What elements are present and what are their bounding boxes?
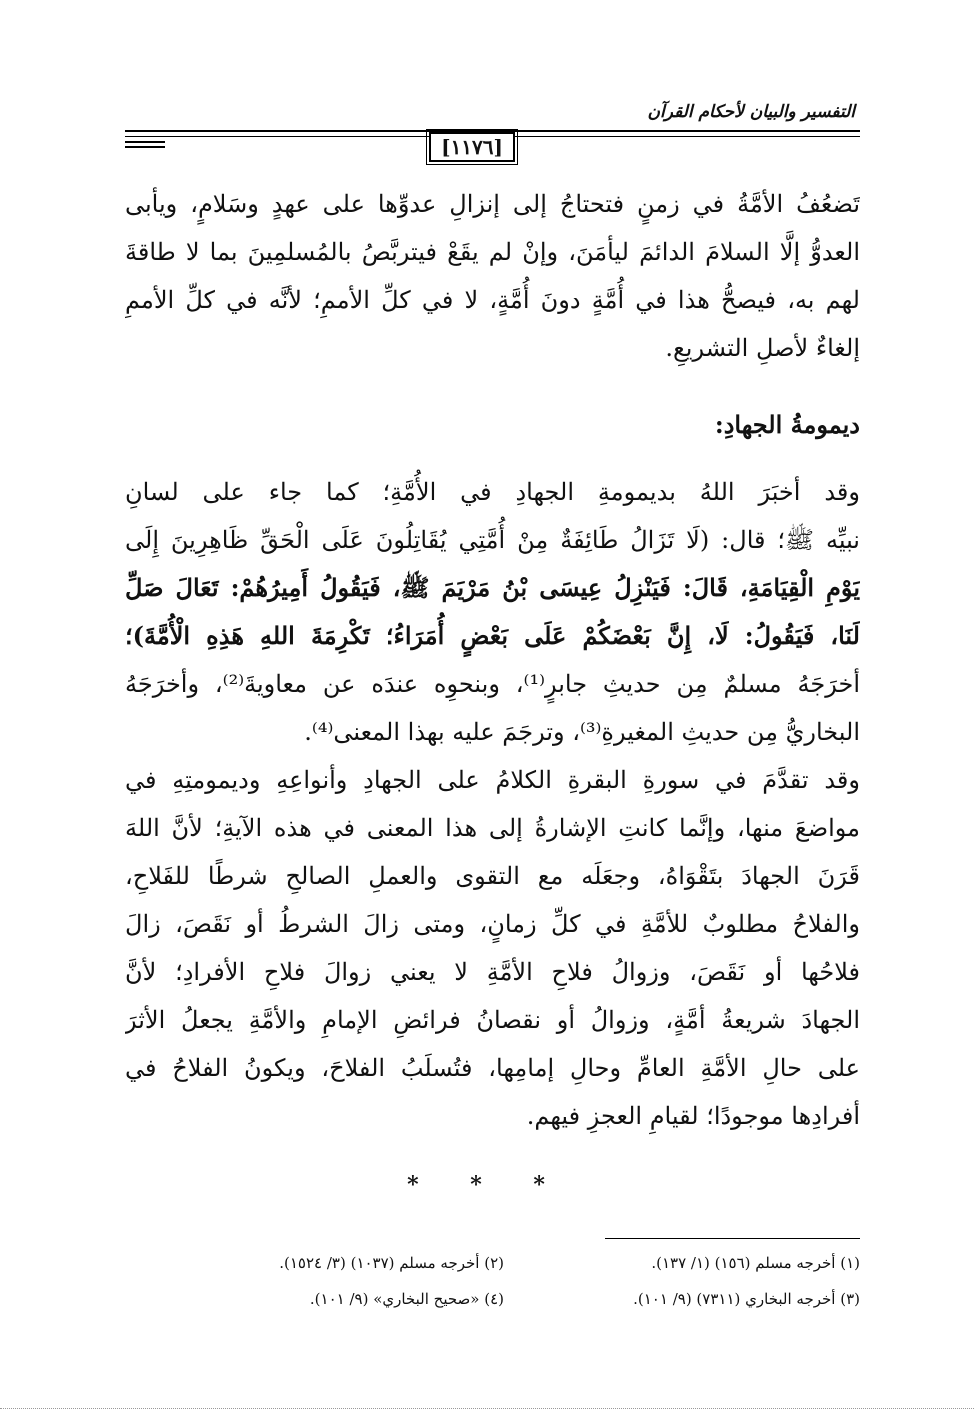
footnote-2: (٢) أخرجه مسلم (١٠٣٧) (٣/ ١٥٢٤).: [279, 1254, 504, 1272]
footnote-4: (٤) «صحيح البخاري» (٩/ ١٠١).: [309, 1290, 504, 1308]
text-line: على حالِ الأمَّةِ العامِّ وحالِ إمامِها، فتُسلَبُ الفلاحَ، ويكونُ الفلاحُ في: [125, 1054, 860, 1082]
text-line: لهم به، فيصحُّ هذا في أُمَّةٍ دونَ أُمَّةٍ، لا في كلِّ الأممِ؛ لأنَّه في كلِّ الأممِ: [125, 286, 860, 314]
text-line: قَرَنَ الجهادَ بتَقْوَاهُ، وجعَلَه مع التقوى والعملِ الصالحِ شرطًا للفَلاحِ،: [125, 862, 860, 890]
section-separator: * * *: [407, 1172, 567, 1198]
footnote-rule: [605, 1238, 860, 1239]
page-number: [١١٧٦]: [429, 132, 515, 162]
page-header: [125, 90, 860, 160]
header-rule-left-2: [125, 146, 165, 148]
text-line: أخرَجَهُ مسلمٌ مِن حديثِ جابرٍ⁽¹⁾، وبنحوِه عندَه عن معاويةَ⁽²⁾، وأخرَجَهُ: [125, 670, 860, 698]
text-line: فلاحُها أو نَقَصَ، وزوالُ فلاحِ الأمَّةِ لا يعني زوالَ فلاحِ الأفرادِ؛ لأنَّ: [125, 958, 860, 986]
header-rule-left: [125, 141, 165, 143]
text-line: والفلاحُ مطلوبٌ للأمَّةِ في كلِّ زمانٍ، ومتى زالَ الشرطُ أو نَقَصَ، زالَ: [125, 910, 860, 938]
hadith-line: لَنَا، فَيَقُولُ: لَا، إِنَّ بَعْضَكُمْ عَلَى بَعْضٍ أُمَرَاءُ؛ تَكْرِمَةَ اللهِ هَذِهِ الْأُمَّةَ)؛: [125, 621, 860, 650]
text-line: تَضعُفُ الأمَّةُ في زمنٍ فتحتاجُ إلى إنزالِ عدوِّها على عهدٍ وسَلامٍ، ويأبى: [125, 190, 860, 218]
footnote-1: (١) أخرجه مسلم (١٥٦) (١/ ١٣٧).: [651, 1254, 860, 1272]
hadith-line: نبيِّه ﷺ؛ قال: (لَا تَزَالُ طَائِفَةٌ مِنْ أُمَّتِي يُقَاتِلُونَ عَلَى الْحَقِّ ظَاهِرِينَ إِلَى: [125, 526, 860, 554]
text-line: أفرادِها موجودًا؛ لقيامِ العجزِ فيهم.: [526, 1102, 860, 1130]
footnote-3: (٣) أخرجه البخاري (٧٣١١) (٩/ ١٠١).: [633, 1290, 860, 1308]
text-line: البخاريُّ مِن حديثِ المغيرةِ⁽³⁾، وترجَمَ عليه بهذا المعنى⁽⁴⁾.: [304, 718, 860, 746]
running-title: التفسير والبيان لأحكام القرآن: [647, 102, 855, 122]
text-line: العدوُّ إلَّا السلامَ الدائمَ ليأمَنَ، وإنْ لم يقَعْ فيتربَّصُ بالمُسلمِينَ بما لا طاقةَ: [125, 238, 860, 266]
section-heading: ديمومةُ الجهادِ:: [714, 410, 860, 439]
text-line: مواضعَ منها، وإنَّما كانتِ الإشارةُ إلى هذا المعنى في هذه الآيةِ؛ لأنَّ اللهَ: [125, 814, 860, 842]
paragraph-1: [125, 180, 860, 372]
text-line: وقد أخبَرَ اللهُ بديمومةِ الجهادِ في الأُمَّةِ؛ كما جاء على لسانِ: [125, 478, 860, 506]
page-bottom-border: [0, 1408, 974, 1409]
text-line: وقد تقدَّمَ في سورةِ البقرةِ الكلامُ على الجهادِ وأنواعِهِ وديمومتِهِ في: [125, 766, 860, 794]
paragraph-3: [125, 756, 860, 1140]
text-line: الجهادَ شريعةُ أمَّةٍ، وزوالُ أو نقصانُ فرائضِ الإمامِ والأمَّةِ يجعلُ الأثرَ: [125, 1006, 860, 1034]
hadith-line: يَوْمِ الْقِيَامَةِ، قَالَ: فَيَنْزِلُ عِيسَى بْنُ مَرْيَمَ ﷺ، فَيَقُولُ أَمِيرُهُمْ: تَعَالَ صَلِّ: [125, 573, 860, 602]
text-line: إلغاءٌ لأصلِ التشريعِ.: [665, 334, 860, 362]
paragraph-2: [125, 468, 860, 756]
